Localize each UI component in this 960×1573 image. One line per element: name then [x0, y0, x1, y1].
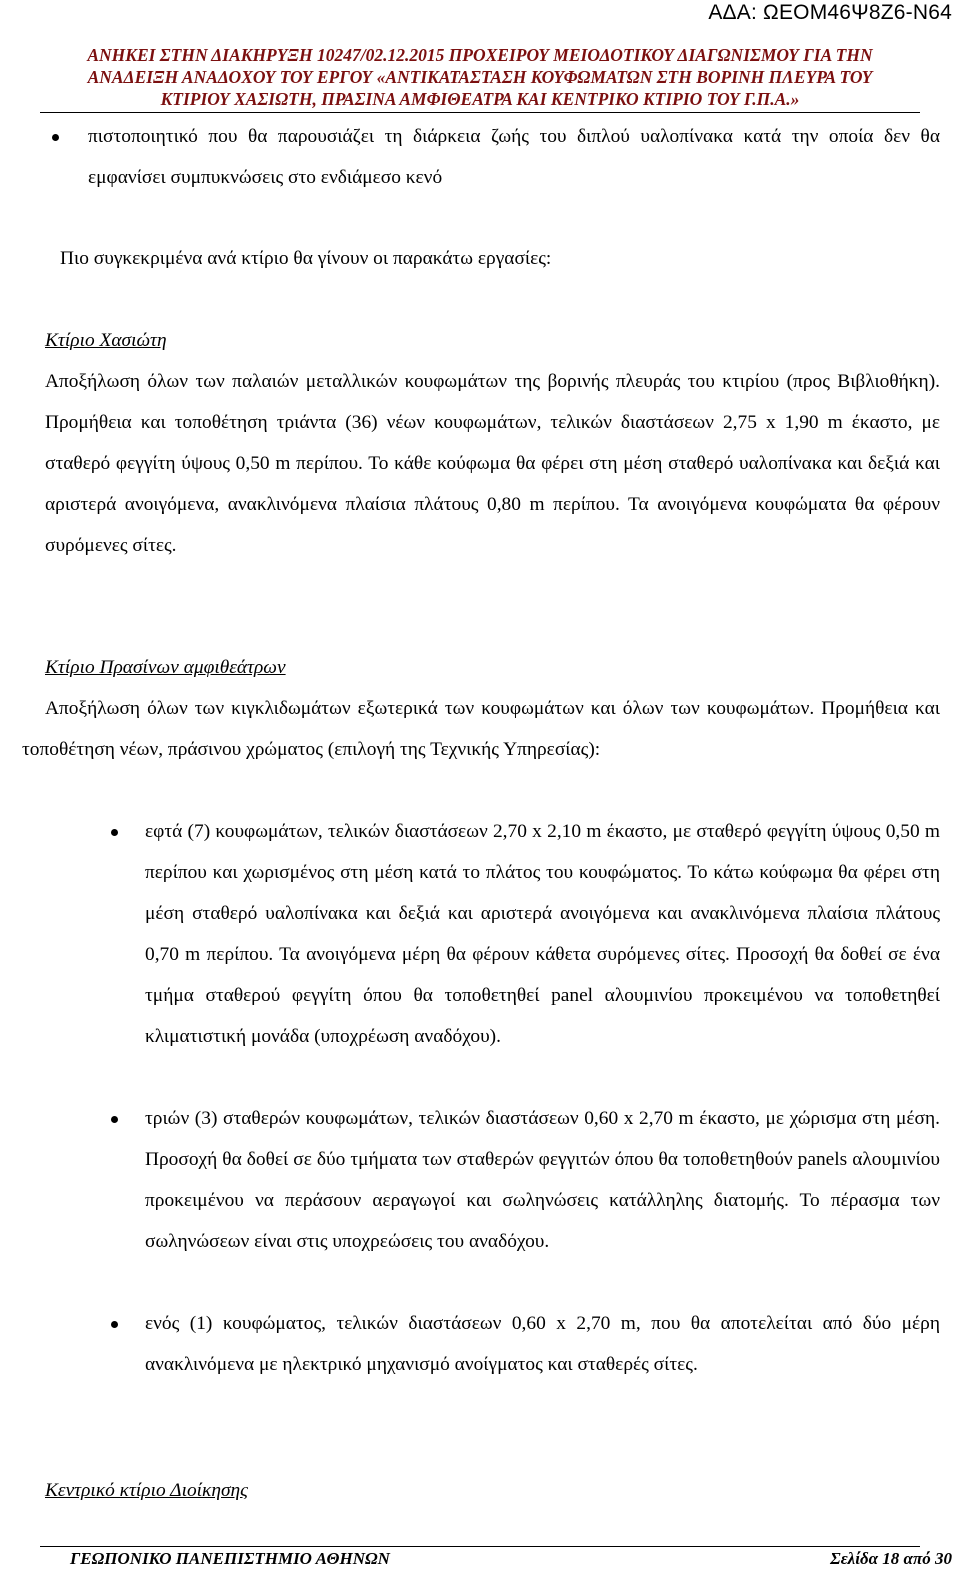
intro-paragraph: Πιο συγκεκριμένα ανά κτίριο θα γίνουν οι παρακάτω εργασίες: [60, 248, 552, 269]
bullet-marker [111, 1116, 118, 1123]
tender-header-line-2: ΑΝΑΔΕΙΞΗ ΑΝΑΔΟΧΟΥ ΤΟΥ ΕΡΓΟΥ «ΑΝΤΙΚΑΤΑΣΤΑΣΗ ΚΟΥΦΩΜΑΤΩΝ ΣΤΗ ΒΟΡΙΝΗ ΠΛΕΥΡΑ ΤΟΥ [87, 67, 873, 87]
section-heading-green-amphitheatres: Κτίριο Πρασίνων αμφιθεάτρων [45, 657, 286, 678]
footer-divider [40, 1546, 920, 1547]
section-paragraph-chasioti: Αποξήλωση όλων των παλαιών μεταλλικών κουφωμάτων της βορινής πλευράς του κτιρίου (προς Βιβλιοθήκη). Προμήθεια και τοποθέτηση τριάντα (36) νέων κουφωμάτων, τελικών διαστάσεων 2,75 x 1,90 m έκαστο, με σταθερό φεγγίτη ύψους 0,50 m περίπου. Το κάθε κούφωμα θα φέρει στη μέση σταθερό υαλοπίνακα και δεξιά και αριστερά ανοιγόμενα, ανακλινόμενα πλαίσια πλάτους 0,80 m περίπου. Τα ανοιγόμενα κουφώματα θα φέρουν συρόμενες σίτες. [45, 371, 940, 556]
bullet-paragraph-certificate: πιστοποιητικό που θα παρουσιάζει τη διάρκεια ζωής του διπλού υαλοπίνακα κατά την οποία δεν θα εμφανίσει συμπυκνώσεις στο ενδιάμεσο κενό [88, 126, 940, 188]
bullet-marker [52, 134, 59, 141]
bullet-marker [111, 829, 118, 836]
tender-header [0, 44, 960, 110]
section-paragraph-green-amphitheatres: Αποξήλωση όλων των κιγκλιδωμάτων εξωτερικά των κουφωμάτων και όλων των κουφωμάτων. Προμήθεια και τοποθέτηση νέων, πράσινου χρώματος (επιλογή της Τεχνικής Υπηρεσίας): [22, 698, 940, 760]
footer-institution: ΓΕΩΠΟΝΙΚΟ ΠΑΝΕΠΙΣΤΗΜΙΟ ΑΘΗΝΩΝ [70, 1549, 390, 1568]
page-number: Σελίδα 18 από 30 [830, 1549, 952, 1568]
header-divider [40, 112, 920, 113]
bullet-paragraph-seven-frames: εφτά (7) κουφωμάτων, τελικών διαστάσεων 2,70 x 2,10 m έκαστο, με σταθερό φεγγίτη ύψους 0,50 m περίπου και χωρισμένος στη μέση κατά το πλάτος του κουφώματος. Το κάτω κούφωμα θα φέρει στη μέση σταθερό υαλοπίνακα και δεξιά και αριστερά ανοιγόμενα και ανακλινόμενα πλαίσια πλάτους 0,70 m περίπου. Τα ανοιγόμενα μέρη θα φέρουν κάθετα συρόμενες σίτες. Προσοχή θα δοθεί σε ένα τμήμα σταθερού φεγγίτη όπου θα τοποθετηθεί panel αλουμινίου προκειμένου να τοποθετηθεί κλιματιστική μονάδα (υποχρέωση αναδόχου). [145, 821, 940, 1047]
bullet-paragraph-three-frames: τριών (3) σταθερών κουφωμάτων, τελικών διαστάσεων 0,60 x 2,70 m έκαστο, με χώρισμα στη μέση. Προσοχή θα δοθεί σε δύο τμήματα των σταθερών φεγγιτών όπου θα τοποθετηθούν panels αλουμινίου προκειμένου να περάσουν αεραγωγοί και σωληνώσεις κατάλληλης διατομής. Το πέρασμα των σωληνώσεων είναι στις υποχρεώσεις του αναδόχου. [145, 1108, 940, 1252]
tender-header-line-1: ΑΝΗΚΕΙ ΣΤΗΝ ΔΙΑΚΗΡΥΞΗ 10247/02.12.2015 ΠΡΟΧΕΙΡΟΥ ΜΕΙΟΔΟΤΙΚΟΥ ΔΙΑΓΩΝΙΣΜΟΥ ΓΙΑ ΤΗΝ [87, 45, 873, 65]
bullet-marker [111, 1321, 118, 1328]
ada-code: ΑΔΑ: ΩΕΟΜ46Ψ8Ζ6-Ν64 [708, 1, 952, 24]
section-heading-central-building: Κεντρικό κτίριο Διοίκησης [45, 1480, 249, 1501]
bullet-paragraph-one-frame: ενός (1) κουφώματος, τελικών διαστάσεων 0,60 x 2,70 m, που θα αποτελείται από δύο μέρη ανακλινόμενα με ηλεκτρικό μηχανισμό ανοίγματος και σταθερές σίτες. [145, 1313, 940, 1375]
tender-header-line-3: ΚΤΙΡΙΟΥ ΧΑΣΙΩΤΗ, ΠΡΑΣΙΝΑ ΑΜΦΙΘΕΑΤΡΑ ΚΑΙ ΚΕΝΤΡΙΚΟ ΚΤΙΡΙΟ ΤΟΥ Γ.Π.Α.» [160, 89, 800, 109]
section-heading-chasioti: Κτίριο Χασιώτη [45, 330, 167, 351]
